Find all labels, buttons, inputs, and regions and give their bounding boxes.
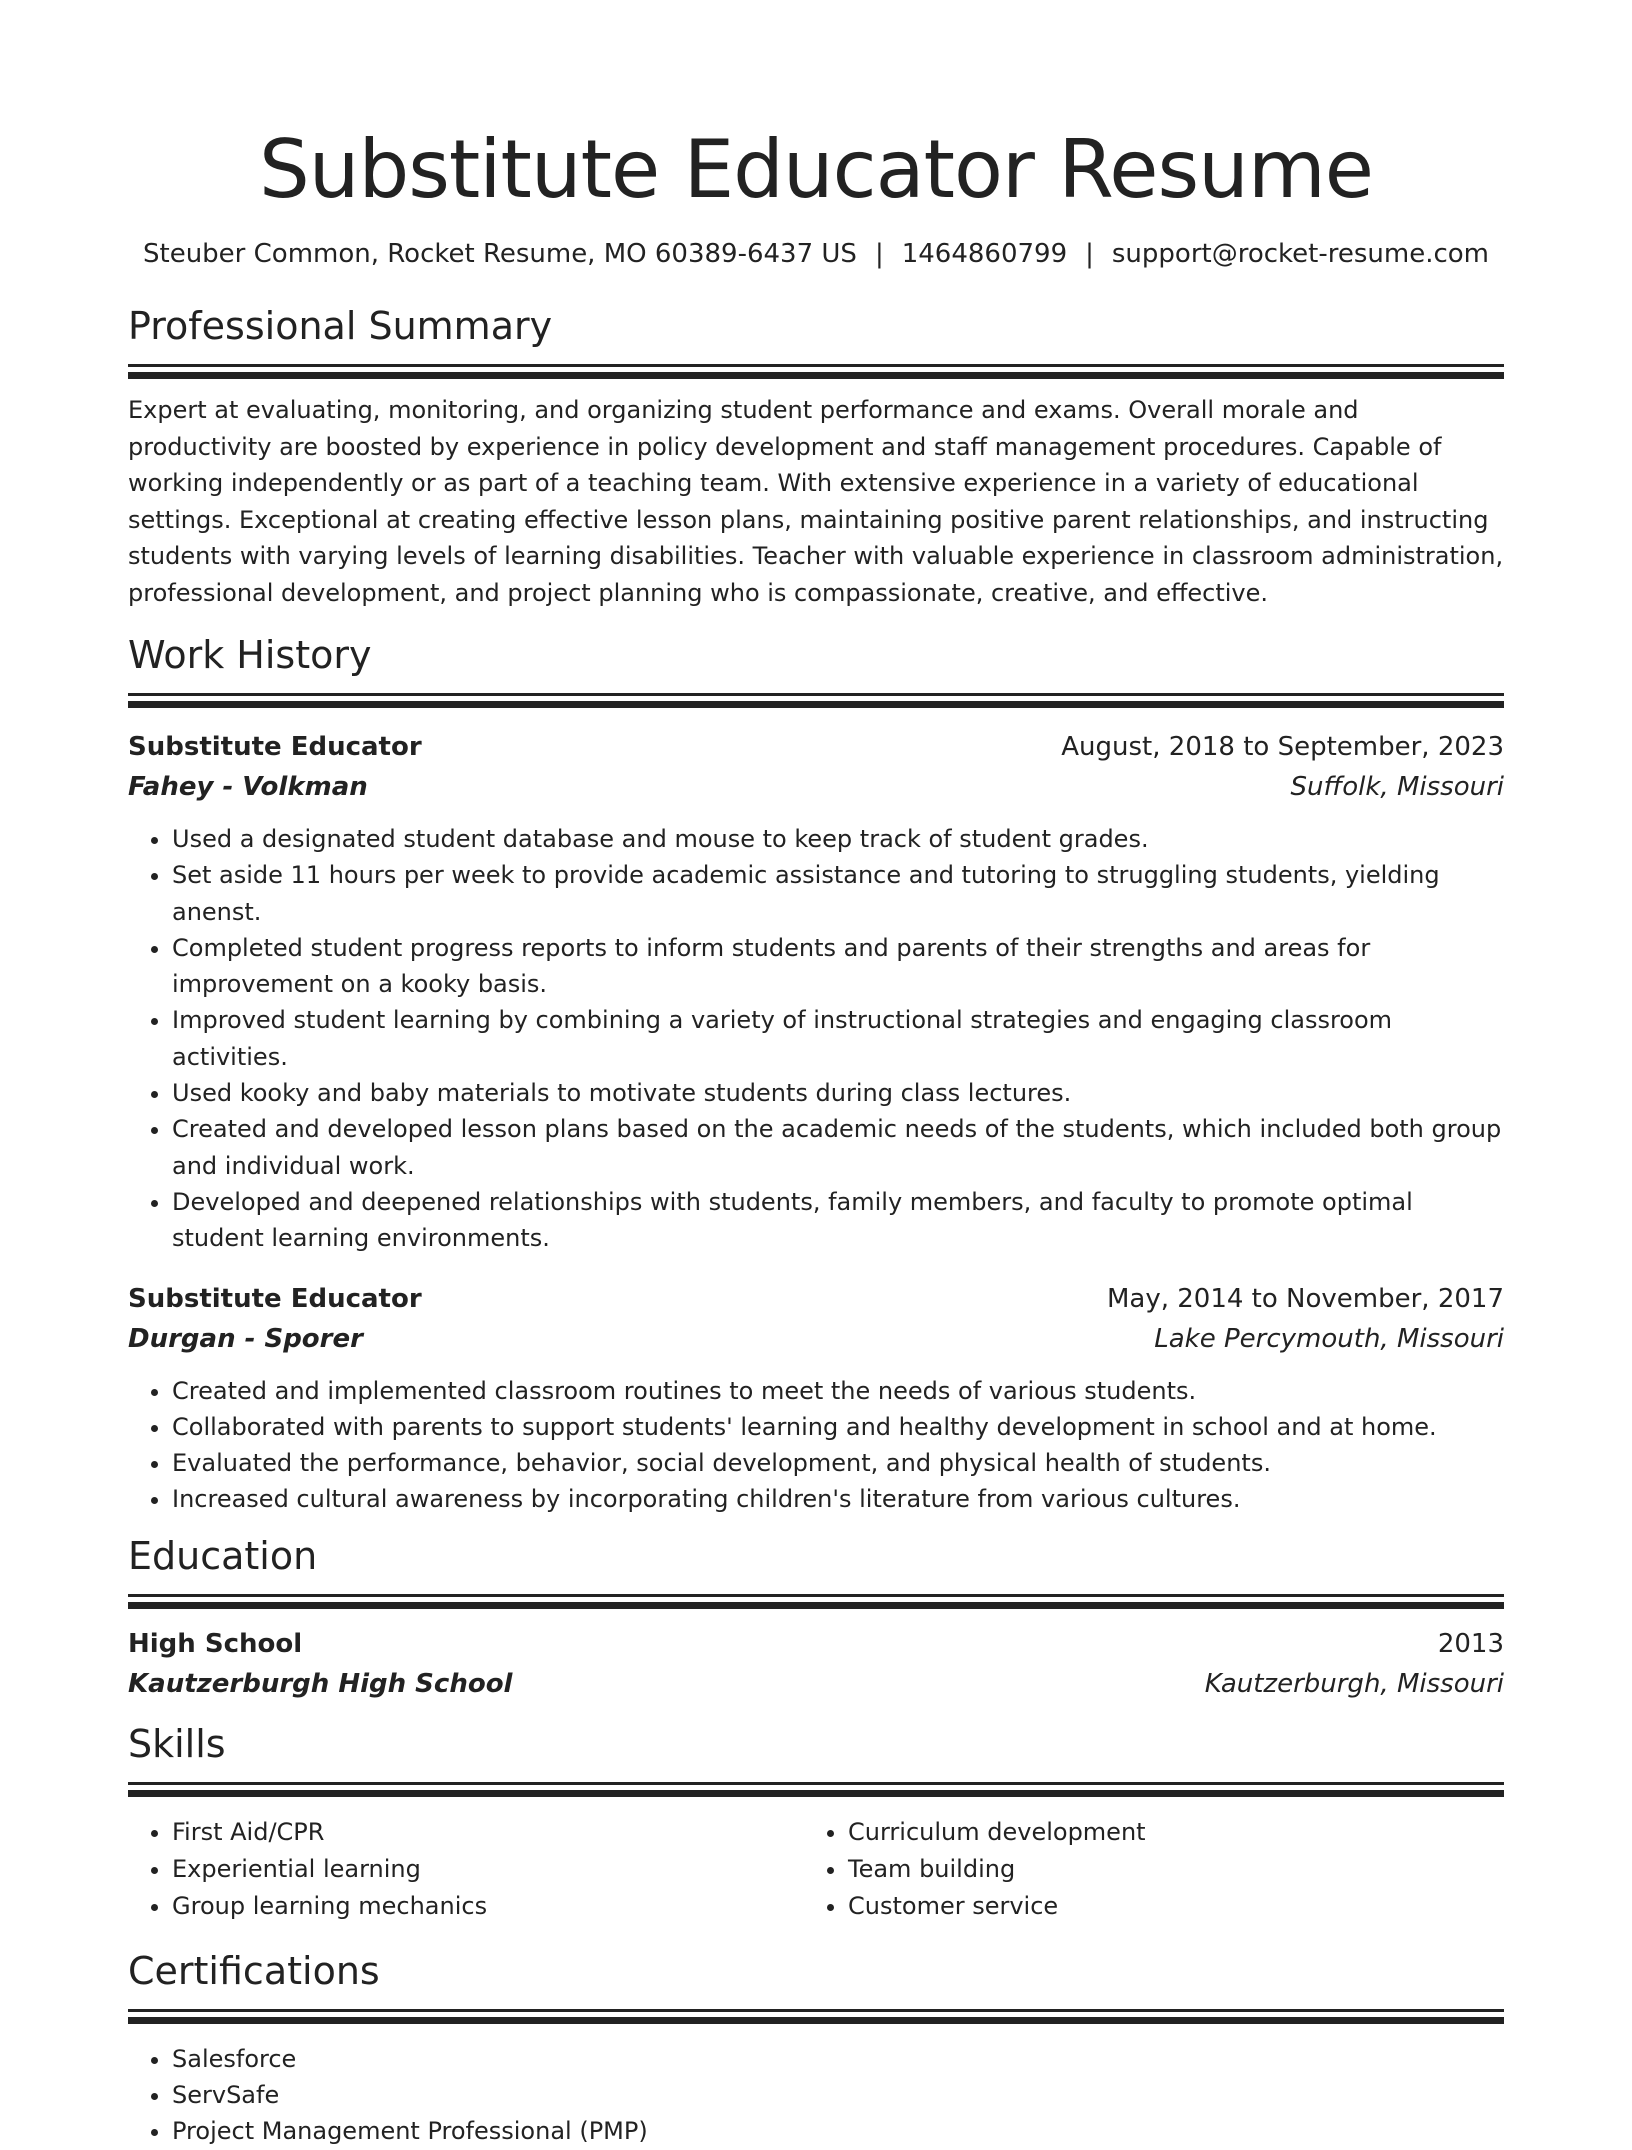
- job-header-row: [128, 727, 1504, 767]
- job-company: Durgan - Sporer: [128, 1323, 363, 1354]
- skills-list-left: [128, 1814, 806, 1925]
- job-company-row: [128, 1319, 1504, 1359]
- education-location: Kautzerburgh, Missouri: [1204, 1668, 1504, 1699]
- certification-item: • ServSafe: [172, 2077, 1504, 2113]
- job-company: Fahey - Volkman: [128, 772, 368, 802]
- section-divider: [128, 693, 1504, 711]
- contact-email: support@rocket-resume.com: [1111, 239, 1489, 269]
- skills-grid: [128, 1814, 1504, 1925]
- resume-page: [128, 0, 1504, 2150]
- section-heading: Education: [128, 1533, 318, 1578]
- contact-phone: 1464860799: [901, 239, 1068, 269]
- job-bullets: [128, 1373, 1504, 1518]
- job-location: Lake Percymouth, Missouri: [1154, 1323, 1504, 1354]
- job-entry: [128, 1279, 1504, 1518]
- list-item: • Improved student learning by combining a variety of instructional strategies and engaging classroom activities.: [172, 1002, 1504, 1075]
- skill-item: • Group learning mechanics: [172, 1888, 806, 1925]
- job-dates: May, 2014 to November, 2017: [1106, 1283, 1504, 1314]
- list-item: • Set aside 11 hours per week to provide academic assistance and tutoring to struggling students, yielding anenst.: [172, 857, 1504, 930]
- education-section: [128, 1532, 1504, 1704]
- job-dates: August, 2018 to September, 2023: [1061, 732, 1504, 762]
- resume-title: Substitute Educator Resume: [258, 123, 1374, 216]
- certification-item: • Salesforce: [172, 2041, 1504, 2077]
- skills-list-right: [806, 1814, 1484, 1925]
- section-heading: Professional Summary: [128, 304, 553, 348]
- job-location: Suffolk, Missouri: [1290, 772, 1504, 802]
- skill-item: • Experiential learning: [172, 1851, 806, 1888]
- work-history-section: [128, 631, 1504, 1518]
- section-divider: [128, 1594, 1504, 1612]
- list-item: • Evaluated the performance, behavior, social development, and physical health of students.: [172, 1445, 1504, 1481]
- skill-item: • Customer service: [848, 1888, 1484, 1925]
- section-heading: Certifications: [128, 1948, 380, 1993]
- skill-item: • Team building: [848, 1851, 1484, 1888]
- job-entry: [128, 727, 1504, 1257]
- section-heading: Skills: [128, 1721, 226, 1766]
- list-item: • Used kooky and baby materials to motivate students during class lectures.: [172, 1075, 1504, 1111]
- education-school: Kautzerburgh High School: [128, 1668, 513, 1699]
- education-school-row: [128, 1664, 1504, 1704]
- summary-section: [128, 302, 1504, 611]
- education-year: 2013: [1437, 1628, 1504, 1659]
- list-item: • Collaborated with parents to support students' learning and healthy development in school and at home.: [172, 1409, 1504, 1445]
- education-degree: High School: [128, 1628, 303, 1659]
- skills-section: [128, 1720, 1504, 1925]
- section-divider: [128, 1782, 1504, 1800]
- list-item: • Created and implemented classroom routines to meet the needs of various students.: [172, 1373, 1504, 1409]
- contact-line: [128, 236, 1504, 272]
- job-header-row: [128, 1279, 1504, 1319]
- section-divider: [128, 2009, 1504, 2027]
- skill-item: • First Aid/CPR: [172, 1814, 806, 1851]
- list-item: • Increased cultural awareness by incorporating children's literature from various cultures.: [172, 1481, 1504, 1517]
- contact-separator: |: [874, 239, 884, 269]
- list-item: • Used a designated student database and mouse to keep track of student grades.: [172, 821, 1504, 857]
- certifications-section: [128, 1947, 1504, 2150]
- skill-item: • Curriculum development: [848, 1814, 1484, 1851]
- job-title: Substitute Educator: [128, 732, 422, 762]
- certifications-list: [128, 2041, 1504, 2150]
- section-divider: [128, 364, 1504, 382]
- list-item: • Created and developed lesson plans based on the academic needs of the students, which included both group and individual work.: [172, 1111, 1504, 1184]
- section-heading: Work History: [128, 633, 372, 677]
- job-company-row: [128, 767, 1504, 807]
- summary-text: Expert at evaluating, monitoring, and organizing student performance and exams. Overall morale and productivity are boosted by experience in policy development and staff management procedures. Capable of working independently or as part of a teaching team. With extensive experience in a variety of educational settings. Exceptional at creating effective lesson plans, maintaining positive parent relationships, and instructing students with varying levels of learning disabilities. Teacher with valuable experience in classroom administration, professional development, and project planning who is compassionate, creative, and effective.: [128, 396, 1504, 607]
- education-header-row: [128, 1624, 1504, 1664]
- job-title: Substitute Educator: [128, 1283, 422, 1314]
- list-item: • Developed and deepened relationships with students, family members, and faculty to promote optimal student learning environments.: [172, 1184, 1504, 1257]
- education-entry: [128, 1624, 1504, 1704]
- contact-address: Steuber Common, Rocket Resume, MO 60389-6437 US: [143, 239, 857, 269]
- list-item: • Completed student progress reports to inform students and parents of their strengths and areas for improvement on a kooky basis.: [172, 930, 1504, 1003]
- certification-item: • Project Management Professional (PMP): [172, 2113, 1504, 2149]
- job-bullets: [128, 821, 1504, 1257]
- contact-separator: |: [1085, 239, 1094, 269]
